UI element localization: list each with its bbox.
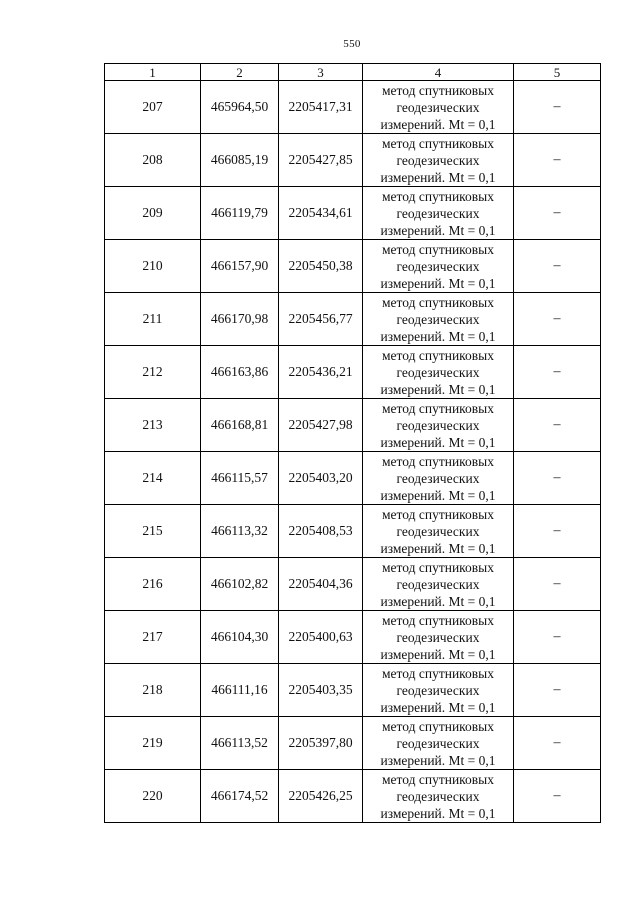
- method-cell: [363, 81, 514, 134]
- header-row: [105, 64, 601, 81]
- method-line: измерений. Mt = 0,1: [380, 593, 496, 609]
- table-row: [105, 717, 601, 770]
- y-coordinate-cell: 2205427,98: [279, 399, 363, 452]
- note-cell: –: [514, 611, 601, 664]
- method-line: измерений. Mt = 0,1: [380, 752, 496, 768]
- x-coordinate-cell: 466170,98: [201, 293, 279, 346]
- y-coordinate-cell: 2205403,20: [279, 452, 363, 505]
- method-cell: [363, 452, 514, 505]
- table-row: [105, 452, 601, 505]
- table-row: [105, 81, 601, 134]
- y-coordinate-cell: 2205450,38: [279, 240, 363, 293]
- y-coordinate-cell: 2205436,21: [279, 346, 363, 399]
- y-coordinate-cell: 2205434,61: [279, 187, 363, 240]
- method-line: измерений. Mt = 0,1: [380, 487, 496, 503]
- method-line: геодезических: [396, 576, 480, 592]
- note-cell: –: [514, 399, 601, 452]
- method-cell: [363, 558, 514, 611]
- note-cell: –: [514, 240, 601, 293]
- method-line: метод спутниковых: [382, 188, 494, 204]
- table-row: [105, 664, 601, 717]
- coordinates-table: [104, 63, 601, 823]
- note-cell: –: [514, 452, 601, 505]
- header-col-2: 2: [201, 64, 279, 81]
- method-line: метод спутниковых: [382, 135, 494, 151]
- method-line: измерений. Mt = 0,1: [380, 646, 496, 662]
- note-cell: –: [514, 770, 601, 823]
- method-line: геодезических: [396, 629, 480, 645]
- x-coordinate-cell: 466102,82: [201, 558, 279, 611]
- y-coordinate-cell: 2205408,53: [279, 505, 363, 558]
- method-line: метод спутниковых: [382, 453, 494, 469]
- x-coordinate-cell: 466174,52: [201, 770, 279, 823]
- point-number-cell: 215: [105, 505, 201, 558]
- note-cell: –: [514, 664, 601, 717]
- table-header: [105, 64, 601, 81]
- method-line: измерений. Mt = 0,1: [380, 540, 496, 556]
- table-row: [105, 293, 601, 346]
- method-line: геодезических: [396, 682, 480, 698]
- table-body: [105, 81, 601, 823]
- point-number-cell: 219: [105, 717, 201, 770]
- method-line: метод спутниковых: [382, 347, 494, 363]
- x-coordinate-cell: 466111,16: [201, 664, 279, 717]
- method-line: геодезических: [396, 417, 480, 433]
- method-line: геодезических: [396, 205, 480, 221]
- method-line: метод спутниковых: [382, 718, 494, 734]
- method-cell: [363, 240, 514, 293]
- y-coordinate-cell: 2205397,80: [279, 717, 363, 770]
- point-number-cell: 220: [105, 770, 201, 823]
- note-cell: –: [514, 717, 601, 770]
- method-cell: [363, 717, 514, 770]
- method-line: геодезических: [396, 152, 480, 168]
- method-line: измерений. Mt = 0,1: [380, 381, 496, 397]
- table-row: [105, 770, 601, 823]
- method-line: измерений. Mt = 0,1: [380, 805, 496, 821]
- method-line: метод спутниковых: [382, 612, 494, 628]
- method-line: геодезических: [396, 523, 480, 539]
- header-col-4: 4: [363, 64, 514, 81]
- x-coordinate-cell: 466113,32: [201, 505, 279, 558]
- method-line: метод спутниковых: [382, 294, 494, 310]
- note-cell: –: [514, 81, 601, 134]
- y-coordinate-cell: 2205400,63: [279, 611, 363, 664]
- method-line: геодезических: [396, 735, 480, 751]
- method-line: метод спутниковых: [382, 771, 494, 787]
- method-line: геодезических: [396, 788, 480, 804]
- method-line: геодезических: [396, 99, 480, 115]
- y-coordinate-cell: 2205404,36: [279, 558, 363, 611]
- method-line: измерений. Mt = 0,1: [380, 434, 496, 450]
- method-cell: [363, 505, 514, 558]
- note-cell: –: [514, 293, 601, 346]
- note-cell: –: [514, 346, 601, 399]
- method-cell: [363, 611, 514, 664]
- point-number-cell: 216: [105, 558, 201, 611]
- x-coordinate-cell: 466168,81: [201, 399, 279, 452]
- y-coordinate-cell: 2205403,35: [279, 664, 363, 717]
- y-coordinate-cell: 2205427,85: [279, 134, 363, 187]
- x-coordinate-cell: 466163,86: [201, 346, 279, 399]
- x-coordinate-cell: 466157,90: [201, 240, 279, 293]
- point-number-cell: 214: [105, 452, 201, 505]
- method-cell: [363, 293, 514, 346]
- table-row: [105, 611, 601, 664]
- point-number-cell: 213: [105, 399, 201, 452]
- method-line: измерений. Mt = 0,1: [380, 699, 496, 715]
- point-number-cell: 217: [105, 611, 201, 664]
- method-line: метод спутниковых: [382, 82, 494, 98]
- method-cell: [363, 770, 514, 823]
- method-line: геодезических: [396, 470, 480, 486]
- table-row: [105, 240, 601, 293]
- note-cell: –: [514, 134, 601, 187]
- method-line: метод спутниковых: [382, 241, 494, 257]
- x-coordinate-cell: 465964,50: [201, 81, 279, 134]
- method-line: метод спутниковых: [382, 506, 494, 522]
- table-row: [105, 134, 601, 187]
- method-line: геодезических: [396, 258, 480, 274]
- method-line: измерений. Mt = 0,1: [380, 222, 496, 238]
- table-row: [105, 505, 601, 558]
- table-row: [105, 399, 601, 452]
- method-cell: [363, 664, 514, 717]
- note-cell: –: [514, 558, 601, 611]
- method-line: метод спутниковых: [382, 665, 494, 681]
- method-line: метод спутниковых: [382, 559, 494, 575]
- table-row: [105, 346, 601, 399]
- x-coordinate-cell: 466085,19: [201, 134, 279, 187]
- x-coordinate-cell: 466113,52: [201, 717, 279, 770]
- table-row: [105, 187, 601, 240]
- method-line: измерений. Mt = 0,1: [380, 116, 496, 132]
- x-coordinate-cell: 466104,30: [201, 611, 279, 664]
- point-number-cell: 207: [105, 81, 201, 134]
- method-line: геодезических: [396, 364, 480, 380]
- method-line: измерений. Mt = 0,1: [380, 328, 496, 344]
- point-number-cell: 211: [105, 293, 201, 346]
- method-line: измерений. Mt = 0,1: [380, 275, 496, 291]
- y-coordinate-cell: 2205456,77: [279, 293, 363, 346]
- note-cell: –: [514, 187, 601, 240]
- method-cell: [363, 346, 514, 399]
- x-coordinate-cell: 466115,57: [201, 452, 279, 505]
- point-number-cell: 208: [105, 134, 201, 187]
- header-col-3: 3: [279, 64, 363, 81]
- point-number-cell: 210: [105, 240, 201, 293]
- method-cell: [363, 134, 514, 187]
- y-coordinate-cell: 2205426,25: [279, 770, 363, 823]
- note-cell: –: [514, 505, 601, 558]
- method-cell: [363, 187, 514, 240]
- table-row: [105, 558, 601, 611]
- method-line: измерений. Mt = 0,1: [380, 169, 496, 185]
- header-col-1: 1: [105, 64, 201, 81]
- method-cell: [363, 399, 514, 452]
- y-coordinate-cell: 2205417,31: [279, 81, 363, 134]
- header-col-5: 5: [514, 64, 601, 81]
- point-number-cell: 209: [105, 187, 201, 240]
- point-number-cell: 218: [105, 664, 201, 717]
- point-number-cell: 212: [105, 346, 201, 399]
- method-line: метод спутниковых: [382, 400, 494, 416]
- page-number: 550: [343, 38, 361, 50]
- x-coordinate-cell: 466119,79: [201, 187, 279, 240]
- method-line: геодезических: [396, 311, 480, 327]
